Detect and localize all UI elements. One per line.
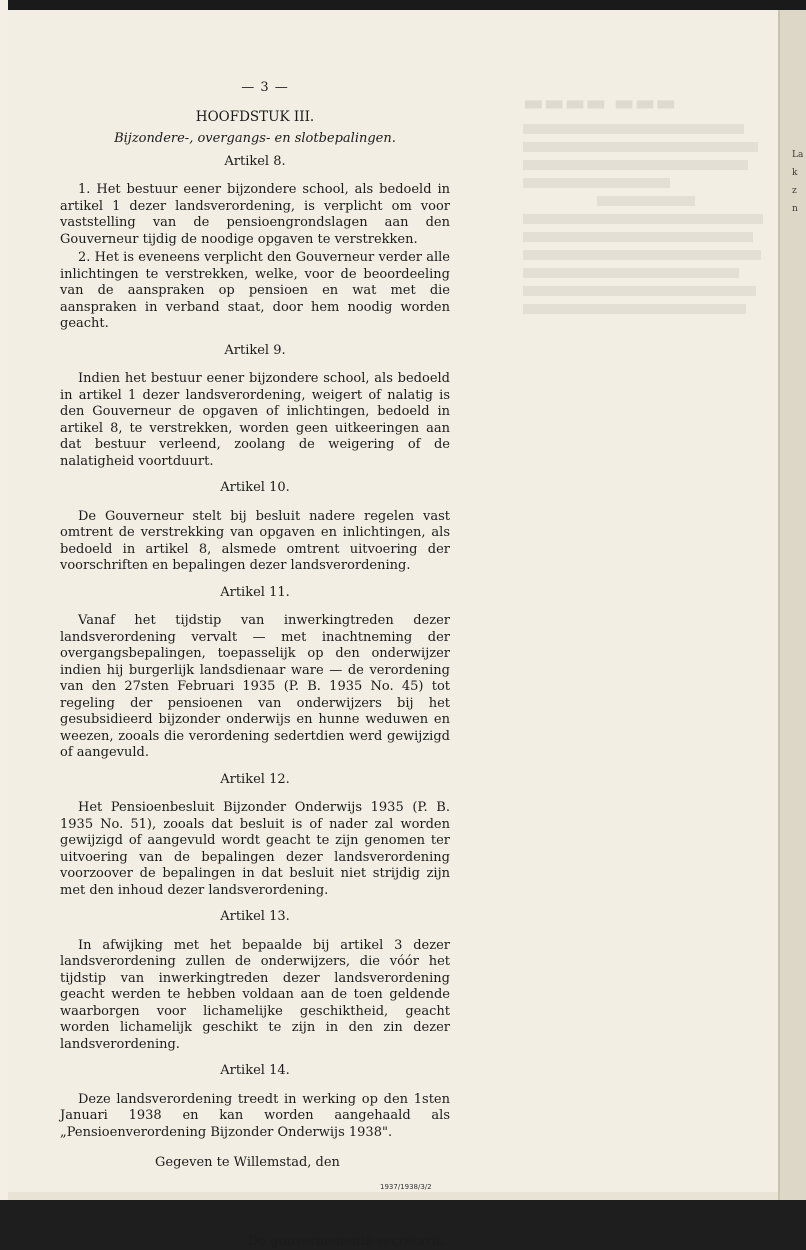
- article-9: [60, 343, 450, 471]
- scan-top-border: [0, 0, 806, 10]
- signature-title: De gouvernements-secretaris,: [248, 1234, 450, 1250]
- article-paragraph: In afwijking met het bepaalde bij artikel 3 dezer landsverordening zullen de onderwijzers, die vóór het tijdstip van inwerkingtreden dezer landsverordening geacht werden te hebben voldaan aan de toen geldende waarborgen voor lichamelijke geschiktheid, geacht worden lichamelijk geschikt te zijn in den zin dezer landsverordening.: [60, 938, 450, 1054]
- bleed-through-text: ▬▬▬▬ ▬▬▬: [523, 90, 768, 1090]
- article-heading: Artikel 12.: [60, 772, 450, 789]
- article-heading: Artikel 13.: [60, 909, 450, 926]
- article-10: [60, 480, 450, 575]
- article-paragraph: Het Pensioenbesluit Bijzonder Onderwijs 1935 (P. B. 1935 No. 51), zooals dat besluit is of nader zal worden gewijzigd of aangevuld wordt geacht te zijn genomen ter uitvoering van de bepalingen dezer landsverordening voorzoover de bepalingen in dat besluit niet strijdig zijn met den inhoud dezer landsverordening.: [60, 800, 450, 899]
- article-heading: Artikel 9.: [60, 343, 450, 360]
- chapter-title: HOOFDSTUK III.: [60, 109, 450, 126]
- article-8: [60, 154, 450, 333]
- article-heading: Artikel 11.: [60, 585, 450, 602]
- footer-code: 1937/1938/3/2: [380, 1183, 432, 1191]
- article-heading: Artikel 14.: [60, 1063, 450, 1080]
- article-12: [60, 772, 450, 900]
- document-body: [60, 80, 450, 1250]
- article-paragraph: 2. Het is eveneens verplicht den Gouverneur verder alle inlichtingen te verstrekken, welke, voor de beoordeeling van de aanspraken op pensioen en wat met die aanspraken in verband staat, door hem noodig worden geacht.: [60, 250, 450, 333]
- article-13: [60, 909, 450, 1053]
- article-paragraph: Deze landsverordening treedt in werking op den 1sten Januari 1938 en kan worden aangehaald als „Pensioenverordening Bijzonder Onderwijs 1938".: [60, 1092, 450, 1142]
- signature-place: Gegeven te Willemstad, den: [155, 1155, 450, 1172]
- article-paragraph: De Gouverneur stelt bij besluit nadere regelen vast omtrent de verstrekking van opgaven en inlichtingen, als bedoeld in artikel 8, alsmede omtrent uitvoering der voorschriften en bepalingen dezer landsverordening.: [60, 509, 450, 575]
- article-paragraph: 1. Het bestuur eener bijzondere school, als bedoeld in artikel 1 dezer landsverordening, is verplicht om voor vaststelling van de pensioengrondslagen aan den Gouverneur tijdig de noodige opgaven te verstrekken.: [60, 182, 450, 248]
- article-heading: Artikel 10.: [60, 480, 450, 497]
- article-paragraph: Vanaf het tijdstip van inwerkingtreden dezer landsverordening vervalt — met inachtneming der overgangsbepalingen, toepasselijk op den onderwijzer indien hij burgerlijk landsdienaar ware — de verordening van den 27sten Februari 1935 (P. B. 1935 No. 45) tot regeling der pensioenen van onderwijzers bij het gesubsidieerd bijzonder onderwijs en hunne weduwen en weezen, zooals die verordening sedertdien werd gewijzigd of aangevuld.: [60, 613, 450, 762]
- chapter-subtitle: Bijzondere-, overgangs- en slotbepalingen.: [60, 131, 450, 148]
- article-heading: Artikel 8.: [60, 154, 450, 171]
- page-number: — 3 —: [80, 80, 450, 97]
- adjacent-page-strip: La k z n: [778, 10, 806, 1200]
- article-11: [60, 585, 450, 762]
- article-paragraph: Indien het bestuur eener bijzondere school, als bedoeld in artikel 1 dezer landsverordening, weigert of nalatig is den Gouverneur de opgaven of inlichtingen, bedoeld in artikel 8, te verstrekken, worden geen uitkeeringen aan dat bestuur verleend, zoolang de weigering of de nalatigheid voortduurt.: [60, 371, 450, 470]
- scan-left-edge: [0, 0, 8, 1200]
- article-14: [60, 1063, 450, 1141]
